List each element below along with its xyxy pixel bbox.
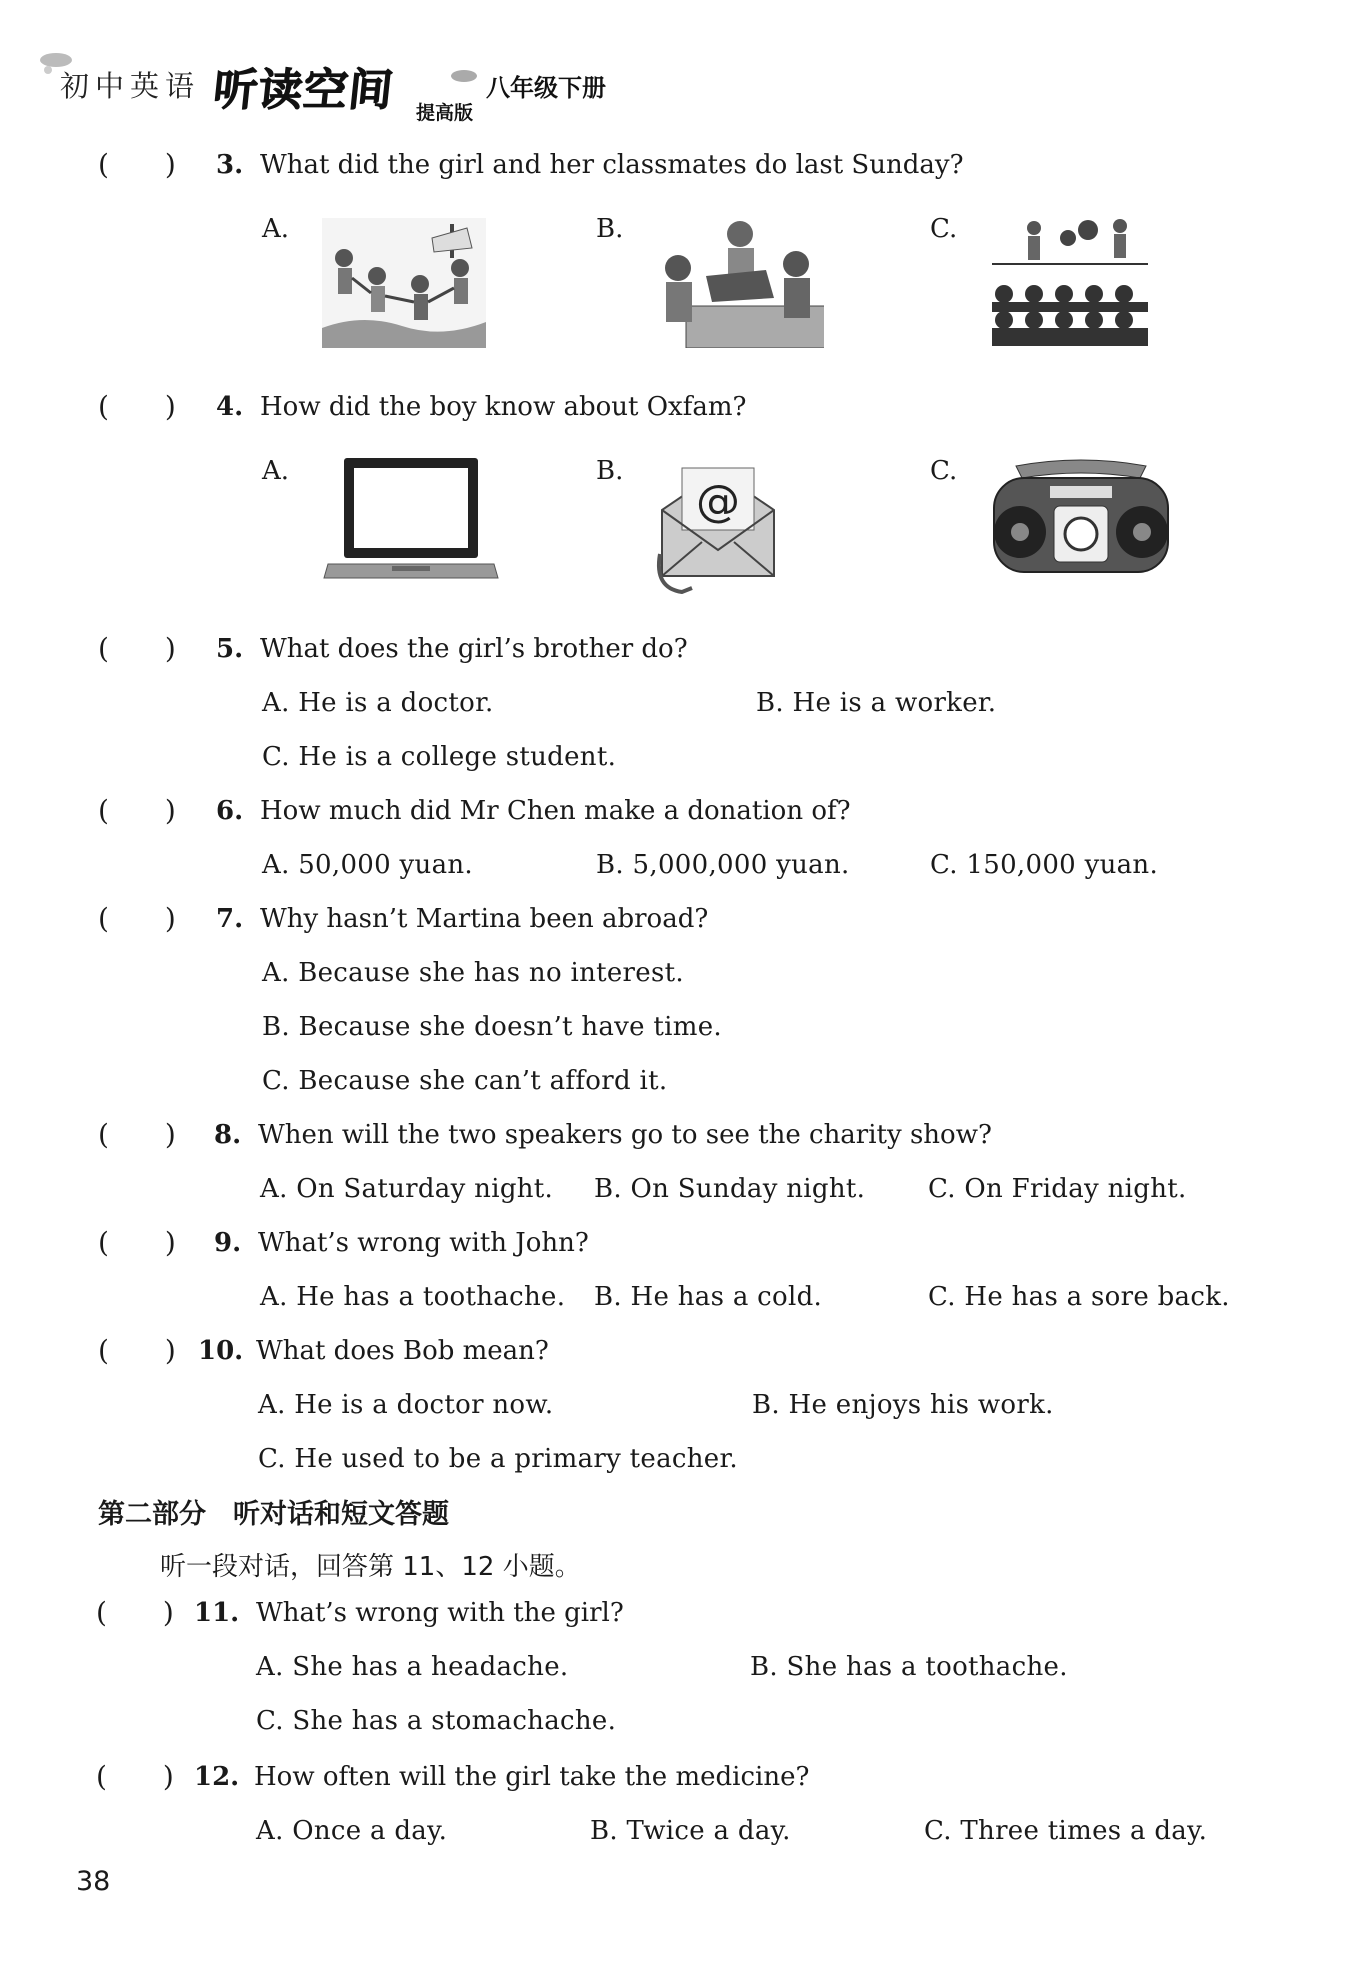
option-c[interactable]: C. He has a sore back. <box>928 1282 1230 1312</box>
brand-title: 听读空间 <box>210 65 397 116</box>
option-c-label: C. <box>930 456 958 486</box>
option-a-label: A. <box>262 456 290 486</box>
question-text: What did the girl and her classmates do last Sunday? <box>260 150 964 180</box>
option-b[interactable]: B. He enjoys his work. <box>752 1390 1054 1420</box>
question-number: 11. <box>194 1598 240 1628</box>
option-b[interactable]: B. 5,000,000 yuan. <box>596 850 850 880</box>
grade-label: 八年级下册 <box>486 74 606 102</box>
option-a[interactable]: A. He is a doctor now. <box>258 1390 554 1420</box>
answer-blank[interactable]: ( ) <box>96 1596 174 1629</box>
decorative-cloud-icon <box>448 66 480 86</box>
question-text: What’s wrong with John? <box>258 1228 589 1258</box>
option-c[interactable]: C. Three times a day. <box>924 1816 1208 1846</box>
option-b[interactable]: B. She has a toothache. <box>750 1652 1068 1682</box>
option-c[interactable]: C. He is a college student. <box>262 742 617 772</box>
question-number: 4. <box>216 392 244 422</box>
option-c[interactable]: C. Because she can’t afford it. <box>262 1066 668 1096</box>
answer-blank[interactable]: ( ) <box>98 902 176 935</box>
option-a-label: A. <box>262 214 290 244</box>
question-number: 7. <box>216 904 244 934</box>
question-text: When will the two speakers go to see the charity show? <box>258 1120 992 1150</box>
question-number: 3. <box>216 150 244 180</box>
answer-blank[interactable]: ( ) <box>98 390 176 423</box>
option-a[interactable]: A. 50,000 yuan. <box>262 850 473 880</box>
answer-blank[interactable]: ( ) <box>98 794 176 827</box>
option-c-label: C. <box>930 214 958 244</box>
question-number: 6. <box>216 796 244 826</box>
option-a[interactable]: A. Once a day. <box>256 1816 448 1846</box>
question-text: What does the girl’s brother do? <box>260 634 688 664</box>
option-a[interactable]: A. He has a toothache. <box>260 1282 566 1312</box>
option-c[interactable]: C. 150,000 yuan. <box>930 850 1159 880</box>
question-text: Why hasn’t Martina been abroad? <box>260 904 709 934</box>
question-number: 12. <box>194 1762 240 1792</box>
svg-text:@: @ <box>696 476 740 527</box>
answer-blank[interactable]: ( ) <box>98 632 176 665</box>
email-icon <box>652 458 784 598</box>
option-b[interactable]: B. On Sunday night. <box>594 1174 866 1204</box>
band-concert-picture <box>988 210 1152 350</box>
option-b[interactable]: B. He is a worker. <box>756 688 997 718</box>
question-text: How did the boy know about Oxfam? <box>260 392 747 422</box>
section-heading: 第二部分 听对话和短文答题 <box>98 1499 449 1530</box>
question-text: How much did Mr Chen make a donation of? <box>260 796 851 826</box>
laptop-icon <box>322 454 500 588</box>
option-b-label: B. <box>596 214 624 244</box>
question-text: How often will the girl take the medicine? <box>254 1762 810 1792</box>
answer-blank[interactable]: ( ) <box>98 148 176 181</box>
question-number: 9. <box>214 1228 242 1258</box>
answer-blank[interactable]: ( ) <box>98 1226 176 1259</box>
option-b[interactable]: B. He has a cold. <box>594 1282 823 1312</box>
kids-making-model-picture <box>656 218 824 348</box>
answer-blank[interactable]: ( ) <box>98 1118 176 1151</box>
edition-label: 提高版 <box>416 102 474 124</box>
answer-blank[interactable]: ( ) <box>96 1760 174 1793</box>
children-playing-game-picture <box>322 218 486 348</box>
answer-blank[interactable]: ( ) <box>98 1334 176 1367</box>
series-title: 初中英语 <box>60 69 201 103</box>
option-a[interactable]: A. Because she has no interest. <box>262 958 684 988</box>
question-text: What’s wrong with the girl? <box>256 1598 624 1628</box>
option-b[interactable]: B. Twice a day. <box>590 1816 791 1846</box>
question-number: 10. <box>198 1336 244 1366</box>
option-a[interactable]: A. She has a headache. <box>256 1652 569 1682</box>
option-c[interactable]: C. On Friday night. <box>928 1174 1187 1204</box>
question-text: What does Bob mean? <box>256 1336 549 1366</box>
section-instruction: 听一段对话，回答第 11、12 小题。 <box>160 1552 581 1582</box>
option-a[interactable]: A. On Saturday night. <box>260 1174 554 1204</box>
option-b-label: B. <box>596 456 624 486</box>
option-b[interactable]: B. Because she doesn’t have time. <box>262 1012 722 1042</box>
radio-icon <box>990 456 1172 576</box>
option-c[interactable]: C. He used to be a primary teacher. <box>258 1444 738 1474</box>
page-number: 38 <box>76 1866 111 1897</box>
question-number: 8. <box>214 1120 242 1150</box>
option-c[interactable]: C. She has a stomachache. <box>256 1706 617 1736</box>
question-number: 5. <box>216 634 244 664</box>
option-a[interactable]: A. He is a doctor. <box>262 688 494 718</box>
page-header <box>56 52 656 132</box>
